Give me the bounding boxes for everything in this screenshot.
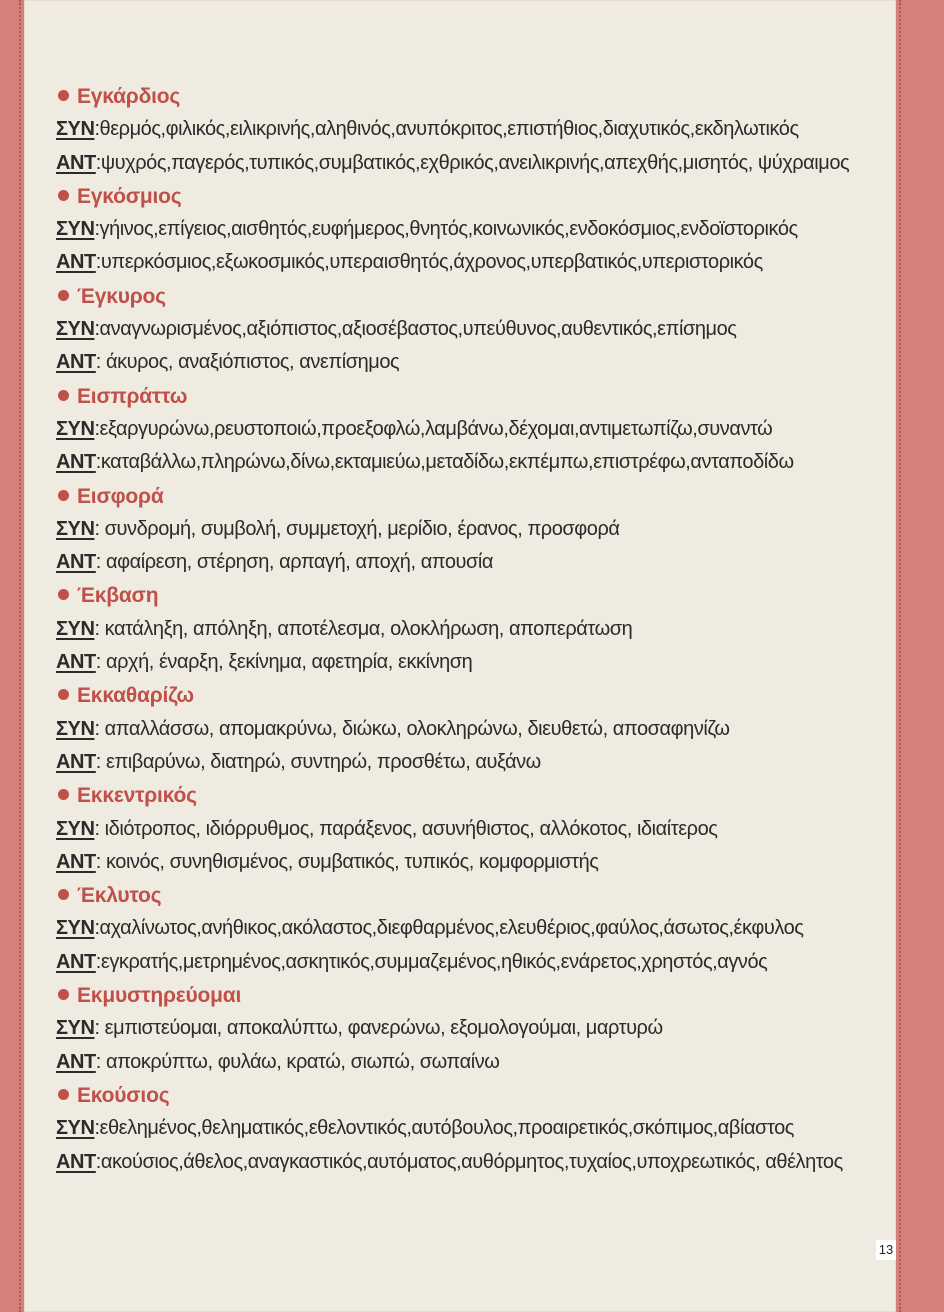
- antonyms-line: [56, 246, 892, 279]
- synonyms-label: ΣΥΝ: [56, 817, 95, 840]
- entry: [56, 180, 892, 280]
- synonyms-text: : εμπιστεύομαι, αποκαλύπτω, φανερώνω, εξομολογούμαι, μαρτυρώ: [94, 1017, 663, 1040]
- antonyms-label: ΑΝΤ: [56, 651, 96, 674]
- headword-text: Εκκαθαρίζω: [77, 684, 194, 708]
- entry: [56, 679, 892, 779]
- synonyms-label: ΣΥΝ: [56, 617, 95, 640]
- synonyms-line: [56, 912, 892, 945]
- synonyms-label: ΣΥΝ: [56, 218, 95, 241]
- synonyms-text: :εξαργυρώνω,ρευστοποιώ,προεξοφλώ,λαμβάνω,δέχομαι,αντιμετωπίζω,συναντώ: [94, 417, 773, 440]
- entry-headword: [56, 480, 892, 513]
- entry: [56, 280, 892, 380]
- antonyms-text: :ψυχρός,παγερός,τυπικός,συμβατικός,εχθρικός,ανειλικρινής,απεχθής,μισητός, ψύχραιμος: [95, 151, 850, 174]
- headword-text: Εκμυστηρεύομαι: [77, 984, 242, 1008]
- synonyms-line: [56, 613, 892, 646]
- page-number: 13: [876, 1240, 896, 1260]
- synonyms-text: : ιδιότροπος, ιδιόρρυθμος, παράξενος, ασυνήθιστος, αλλόκοτος, ιδιαίτερος: [94, 817, 718, 840]
- synonyms-line: [56, 1012, 892, 1045]
- headword-text: Έγκυρος: [77, 284, 166, 308]
- synonyms-line: [56, 213, 892, 246]
- synonyms-text: :αχαλίνωτος,ανήθικος,ακόλαστος,διεφθαρμένος,ελευθέριος,φαύλος,άσωτος,έκφυλος: [94, 917, 804, 940]
- entry: [56, 480, 892, 580]
- antonyms-line: [56, 1046, 892, 1079]
- synonyms-line: [56, 713, 892, 746]
- synonyms-text: : απαλλάσσω, απομακρύνω, διώκω, ολοκληρώνω, διευθετώ, αποσαφηνίζω: [94, 717, 730, 740]
- synonyms-line: [56, 513, 892, 546]
- entry: [56, 80, 892, 180]
- antonyms-text: :καταβάλλω,πληρώνω,δίνω,εκταμιεύω,μεταδίδω,εκπέμπω,επιστρέφω,ανταποδίδω: [95, 451, 794, 474]
- synonyms-label: ΣΥΝ: [56, 1117, 95, 1140]
- bullet-icon: [58, 889, 69, 900]
- bullet-icon: [58, 689, 69, 700]
- synonyms-label: ΣΥΝ: [56, 717, 95, 740]
- antonyms-line: [56, 946, 892, 979]
- synonyms-text: :θερμός,φιλικός,ειλικρινής,αληθινός,ανυπόκριτος,επιστήθιος,διαχυτικός,εκδηλωτικός: [94, 118, 799, 141]
- bullet-icon: [58, 390, 69, 401]
- entry-headword: [56, 280, 892, 313]
- antonyms-text: : κοινός, συνηθισμένος, συμβατικός, τυπικός, κομφορμιστής: [95, 850, 599, 873]
- antonyms-text: : αφαίρεση, στέρηση, αρπαγή, αποχή, απουσία: [95, 551, 494, 574]
- bullet-icon: [58, 1089, 69, 1100]
- antonyms-label: ΑΝΤ: [56, 850, 96, 873]
- page: [24, 0, 896, 1312]
- antonyms-text: :ακούσιος,άθελος,αναγκαστικός,αυτόματος,αυθόρμητος,τυχαίος,υποχρεωτικός, αθέλητος: [95, 1150, 843, 1173]
- antonyms-label: ΑΝΤ: [56, 351, 96, 374]
- headword-text: Εκκεντρικός: [77, 784, 197, 808]
- bullet-icon: [58, 989, 69, 1000]
- antonyms-text: :εγκρατής,μετρημένος,ασκητικός,συμμαζεμένος,ηθικός,ενάρετος,χρηστός,αγνός: [95, 950, 768, 973]
- antonyms-line: [56, 147, 892, 180]
- entry: [56, 1079, 892, 1179]
- synonyms-text: :εθελημένος,θεληματικός,εθελοντικός,αυτόβουλος,προαιρετικός,σκόπιμος,αβίαστος: [94, 1117, 794, 1140]
- entry-headword: [56, 180, 892, 213]
- antonyms-label: ΑΝΤ: [56, 151, 96, 174]
- synonyms-line: [56, 1112, 892, 1145]
- entry-headword: [56, 380, 892, 413]
- antonyms-line: [56, 1146, 892, 1179]
- antonyms-line: [56, 346, 892, 379]
- antonyms-text: : αρχή, έναρξη, ξεκίνημα, αφετηρία, εκκίνηση: [95, 651, 473, 674]
- synonyms-label: ΣΥΝ: [56, 417, 95, 440]
- bullet-icon: [58, 589, 69, 600]
- entry-headword: [56, 80, 892, 113]
- synonyms-label: ΣΥΝ: [56, 318, 95, 341]
- headword-text: Έκλυτος: [77, 884, 162, 908]
- synonyms-line: [56, 113, 892, 146]
- synonyms-line: [56, 313, 892, 346]
- entry-headword: [56, 779, 892, 812]
- antonyms-line: [56, 646, 892, 679]
- entry: [56, 979, 892, 1079]
- antonyms-line: [56, 546, 892, 579]
- antonyms-line: [56, 446, 892, 479]
- synonyms-line: [56, 413, 892, 446]
- antonyms-label: ΑΝΤ: [56, 451, 96, 474]
- entry: [56, 879, 892, 979]
- antonyms-text: :υπερκόσμιος,εξωκοσμικός,υπεραισθητός,άχρονος,υπερβατικός,υπεριστορικός: [95, 251, 763, 274]
- entry-headword: [56, 579, 892, 612]
- synonyms-text: : κατάληξη, απόληξη, αποτέλεσμα, ολοκλήρωση, αποπεράτωση: [94, 617, 633, 640]
- headword-text: Έκβαση: [77, 584, 159, 608]
- bullet-icon: [58, 90, 69, 101]
- synonyms-line: [56, 813, 892, 846]
- headword-text: Εκούσιος: [77, 1083, 170, 1107]
- synonyms-label: ΣΥΝ: [56, 517, 95, 540]
- synonyms-label: ΣΥΝ: [56, 1017, 95, 1040]
- antonyms-text: : άκυρος, αναξιόπιστος, ανεπίσημος: [95, 351, 400, 374]
- antonyms-text: : επιβαρύνω, διατηρώ, συντηρώ, προσθέτω, αυξάνω: [95, 750, 541, 773]
- headword-text: Εγκάρδιος: [77, 85, 181, 108]
- antonyms-label: ΑΝΤ: [56, 1150, 96, 1173]
- antonyms-label: ΑΝΤ: [56, 950, 96, 973]
- antonyms-text: : αποκρύπτω, φυλάω, κρατώ, σιωπώ, σωπαίνω: [95, 1050, 500, 1073]
- entry-list: [56, 80, 892, 1179]
- synonyms-label: ΣΥΝ: [56, 917, 95, 940]
- antonyms-label: ΑΝΤ: [56, 750, 96, 773]
- antonyms-label: ΑΝΤ: [56, 1050, 96, 1073]
- entry-headword: [56, 979, 892, 1012]
- entry: [56, 579, 892, 679]
- bullet-icon: [58, 789, 69, 800]
- antonyms-line: [56, 746, 892, 779]
- synonyms-text: :γήινος,επίγειος,αισθητός,ευφήμερος,θνητός,κοινωνικός,ενδοκόσμιος,ενδοϊστορικός: [94, 218, 798, 241]
- entry-headword: [56, 679, 892, 712]
- bullet-icon: [58, 290, 69, 301]
- synonyms-label: ΣΥΝ: [56, 118, 95, 141]
- headword-text: Εισφορά: [77, 484, 164, 508]
- entry-headword: [56, 1079, 892, 1112]
- headword-text: Εγκόσμιος: [77, 184, 182, 208]
- headword-text: Εισπράττω: [77, 384, 188, 408]
- bullet-icon: [58, 490, 69, 501]
- antonyms-label: ΑΝΤ: [56, 251, 96, 274]
- entry-headword: [56, 879, 892, 912]
- entry: [56, 380, 892, 480]
- antonyms-line: [56, 846, 892, 879]
- antonyms-label: ΑΝΤ: [56, 551, 96, 574]
- bullet-icon: [58, 190, 69, 201]
- synonyms-text: : συνδρομή, συμβολή, συμμετοχή, μερίδιο, έρανος, προσφορά: [94, 517, 620, 540]
- synonyms-text: :αναγνωρισμένος,αξιόπιστος,αξιοσέβαστος,υπεύθυνος,αυθεντικός,επίσημος: [94, 318, 737, 341]
- entry: [56, 779, 892, 879]
